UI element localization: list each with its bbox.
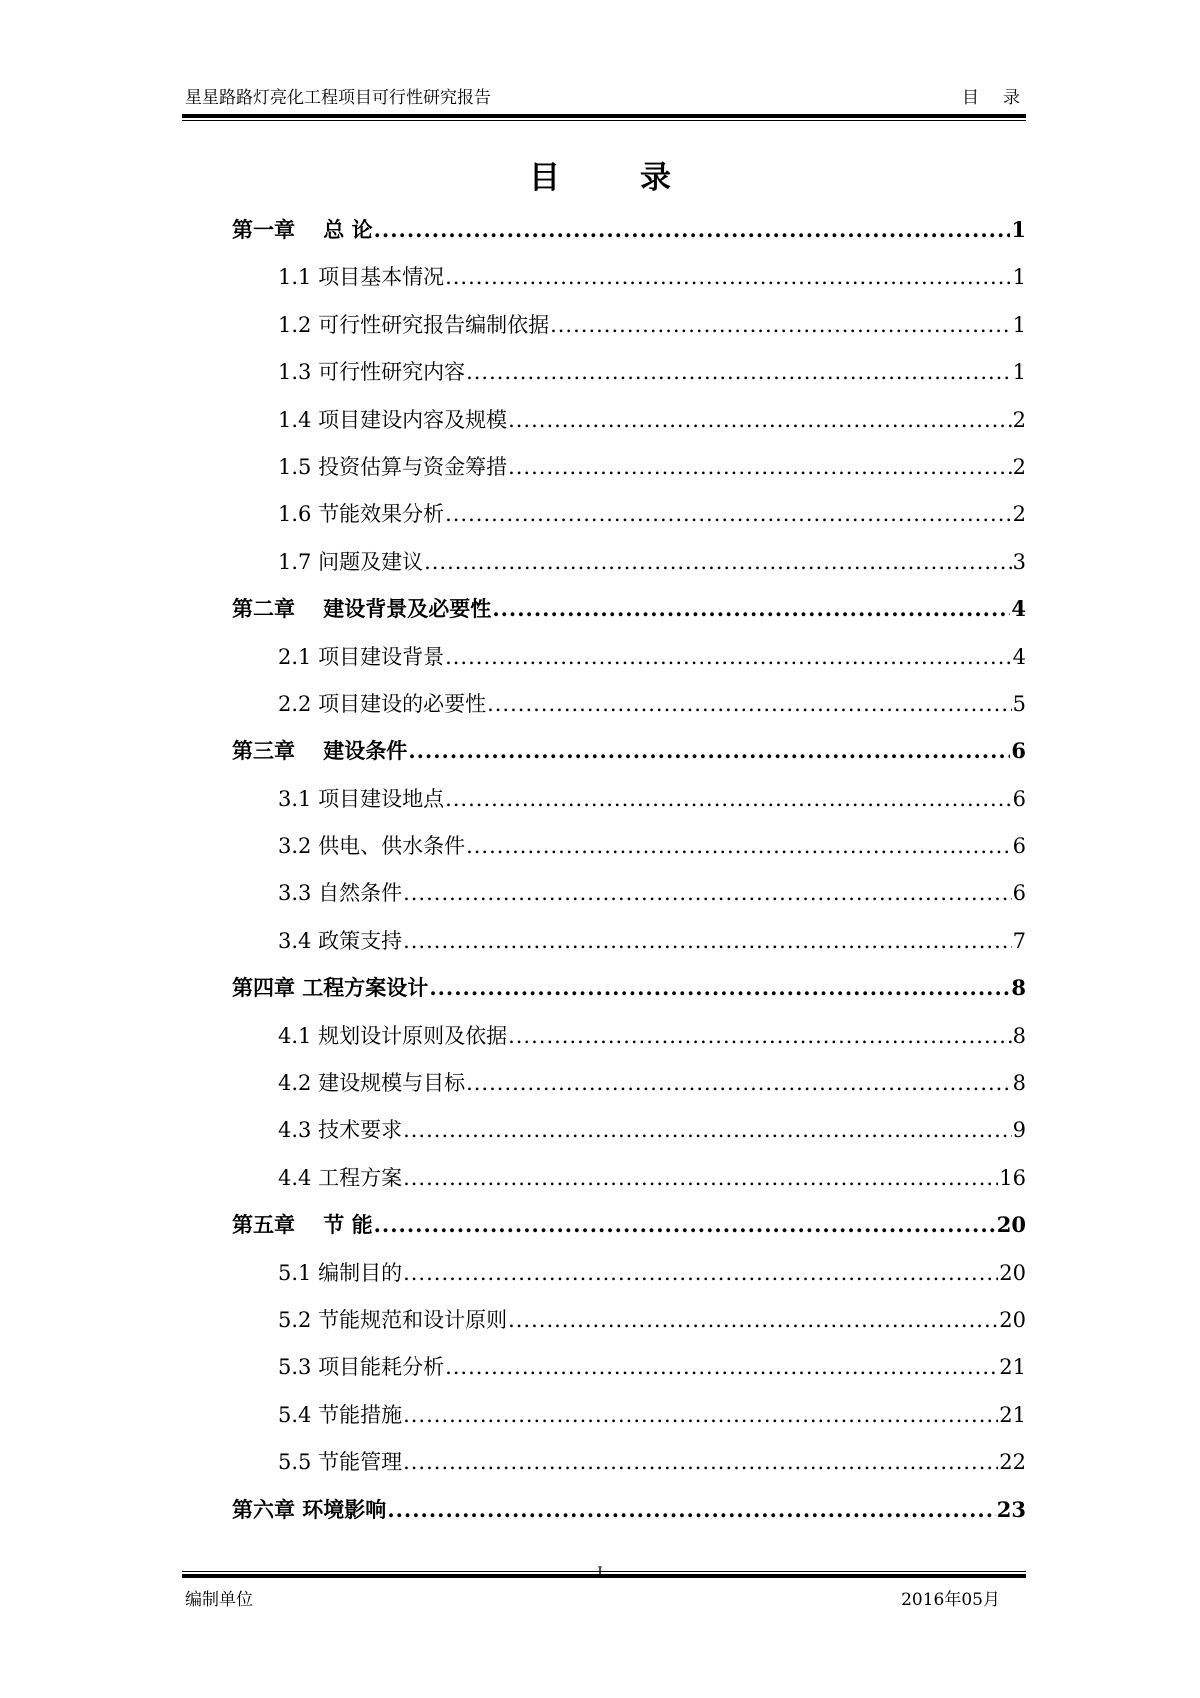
toc-entry-label: 3.2 供电、供水条件 [278, 834, 466, 859]
toc-chapter-entry[interactable] [232, 593, 1026, 640]
toc-entry-label: 1.7 问题及建议 [278, 549, 424, 574]
toc-chapter-entry[interactable] [232, 1494, 1026, 1541]
page-title [0, 158, 1200, 198]
table-of-contents [232, 214, 1026, 1541]
toc-entry-page: 20 [999, 1307, 1026, 1332]
toc-entry-page: 3 [1012, 549, 1026, 574]
toc-entry-page: 6 [1011, 738, 1026, 764]
toc-section-entry[interactable] [232, 1067, 1026, 1114]
toc-chapter-entry[interactable] [232, 972, 1026, 1019]
toc-section-entry[interactable] [232, 783, 1026, 830]
toc-entry-page: 4 [1011, 596, 1026, 622]
toc-entry-page: 1 [1012, 312, 1026, 337]
header-document-title: 星星路路灯亮化工程项目可行性研究报告 [185, 88, 491, 108]
toc-entry-page: 20 [996, 1212, 1026, 1238]
toc-entry-label: 第三章 建设条件 [232, 738, 408, 764]
page-title-part1: 目 [529, 160, 560, 196]
toc-section-entry[interactable] [232, 261, 1026, 308]
page-title-part2: 录 [640, 160, 671, 196]
toc-entry-label: 5.2 节能规范和设计原则 [278, 1307, 508, 1332]
toc-entry-label: 第五章 节 能 [232, 1212, 373, 1238]
toc-entry-page: 7 [1012, 928, 1026, 953]
toc-leader-dots [403, 1114, 1012, 1146]
toc-entry-label: 4.2 建设规模与目标 [278, 1071, 466, 1096]
toc-leader-dots [403, 1446, 998, 1478]
toc-leader-dots [445, 1351, 998, 1383]
toc-leader-dots [466, 830, 1012, 862]
toc-section-entry[interactable] [232, 1020, 1026, 1067]
toc-entry-page: 4 [1012, 644, 1026, 669]
toc-entry-page: 5 [1012, 691, 1026, 716]
toc-entry-label: 第四章 工程方案设计 [232, 975, 429, 1001]
toc-leader-dots [403, 1162, 998, 1194]
toc-section-entry[interactable] [232, 1257, 1026, 1304]
header-rule-thin [182, 120, 1026, 121]
toc-entry-page: 2 [1012, 407, 1026, 432]
header-rule-thick [182, 114, 1026, 118]
toc-section-entry[interactable] [232, 641, 1026, 688]
toc-entry-label: 1.6 节能效果分析 [278, 502, 445, 527]
toc-entry-label: 5.1 编制目的 [278, 1260, 403, 1285]
toc-entry-page: 1 [1012, 360, 1026, 385]
toc-section-entry[interactable] [232, 925, 1026, 972]
toc-entry-page: 21 [999, 1402, 1026, 1427]
toc-entry-page: 6 [1012, 834, 1026, 859]
toc-leader-dots [403, 1257, 998, 1289]
toc-entry-page: 8 [1011, 975, 1026, 1001]
toc-entry-page: 20 [999, 1260, 1026, 1285]
toc-section-entry[interactable] [232, 688, 1026, 735]
toc-entry-label: 5.4 节能措施 [278, 1402, 403, 1427]
toc-entry-label: 4.3 技术要求 [278, 1118, 403, 1143]
toc-entry-label: 2.1 项目建设背景 [278, 644, 445, 669]
footer-organization: 编制单位 [185, 1590, 253, 1610]
header-section-name: 目录 [962, 88, 1044, 108]
toc-chapter-entry[interactable] [232, 1209, 1026, 1256]
footer-date: 2016年05月 [901, 1590, 1000, 1610]
toc-entry-label: 1.5 投资估算与资金筹措 [278, 454, 508, 479]
toc-leader-dots [408, 735, 1010, 767]
toc-section-entry[interactable] [232, 356, 1026, 403]
toc-entry-label: 1.1 项目基本情况 [278, 265, 445, 290]
toc-leader-dots [445, 641, 1012, 673]
toc-leader-dots [508, 404, 1012, 436]
toc-entry-label: 4.1 规划设计原则及依据 [278, 1023, 508, 1048]
toc-entry-page: 21 [999, 1355, 1026, 1380]
toc-entry-label: 第二章 建设背景及必要性 [232, 596, 492, 622]
toc-leader-dots [487, 688, 1012, 720]
toc-leader-dots [387, 1494, 995, 1526]
toc-section-entry[interactable] [232, 1446, 1026, 1493]
toc-section-entry[interactable] [232, 1162, 1026, 1209]
toc-leader-dots [374, 214, 1011, 246]
toc-entry-page: 22 [999, 1450, 1026, 1475]
toc-section-entry[interactable] [232, 1114, 1026, 1161]
toc-entry-label: 1.4 项目建设内容及规模 [278, 407, 508, 432]
toc-entry-label: 1.3 可行性研究内容 [278, 360, 466, 385]
toc-entry-label: 1.2 可行性研究报告编制依据 [278, 312, 550, 337]
toc-section-entry[interactable] [232, 498, 1026, 545]
toc-entry-page: 6 [1012, 786, 1026, 811]
toc-entry-page: 9 [1012, 1118, 1026, 1143]
toc-entry-label: 5.3 项目能耗分析 [278, 1355, 445, 1380]
toc-section-entry[interactable] [232, 546, 1026, 593]
page-number: I [597, 1565, 603, 1581]
toc-leader-dots [424, 546, 1012, 578]
toc-section-entry[interactable] [232, 1399, 1026, 1446]
toc-section-entry[interactable] [232, 451, 1026, 498]
toc-section-entry[interactable] [232, 1351, 1026, 1398]
toc-leader-dots [508, 1020, 1012, 1052]
toc-section-entry[interactable] [232, 877, 1026, 924]
toc-entry-page: 16 [999, 1165, 1026, 1190]
toc-leader-dots [403, 877, 1012, 909]
toc-entry-label: 3.3 自然条件 [278, 881, 403, 906]
toc-chapter-entry[interactable] [232, 735, 1026, 782]
toc-leader-dots [508, 451, 1012, 483]
toc-entry-label: 第六章 环境影响 [232, 1496, 387, 1522]
toc-chapter-entry[interactable] [232, 214, 1026, 261]
toc-entry-page: 8 [1012, 1071, 1026, 1096]
toc-leader-dots [403, 925, 1012, 957]
page-header [182, 86, 1044, 110]
toc-entry-label: 3.4 政策支持 [278, 928, 403, 953]
toc-leader-dots [374, 1209, 996, 1241]
toc-leader-dots [466, 1067, 1012, 1099]
toc-entry-page: 1 [1012, 265, 1026, 290]
toc-entry-label: 3.1 项目建设地点 [278, 786, 445, 811]
toc-entry-label: 2.2 项目建设的必要性 [278, 691, 487, 716]
page-footer [182, 1588, 1026, 1612]
toc-leader-dots [429, 972, 1010, 1004]
toc-entry-label: 第一章 总 论 [232, 217, 373, 242]
toc-entry-page: 8 [1012, 1023, 1026, 1048]
toc-leader-dots [445, 261, 1012, 293]
toc-section-entry[interactable] [232, 1304, 1026, 1351]
toc-leader-dots [445, 498, 1012, 530]
toc-leader-dots [403, 1399, 998, 1431]
toc-entry-page: 23 [996, 1496, 1026, 1522]
toc-section-entry[interactable] [232, 309, 1026, 356]
toc-leader-dots [550, 309, 1012, 341]
toc-entry-page: 6 [1012, 881, 1026, 906]
toc-section-entry[interactable] [232, 830, 1026, 877]
toc-section-entry[interactable] [232, 404, 1026, 451]
toc-leader-dots [466, 356, 1012, 388]
toc-entry-page: 2 [1012, 454, 1026, 479]
toc-entry-label: 4.4 工程方案 [278, 1165, 403, 1190]
toc-entry-page: 2 [1012, 502, 1026, 527]
toc-leader-dots [508, 1304, 998, 1336]
toc-entry-label: 5.5 节能管理 [278, 1450, 403, 1475]
toc-leader-dots [492, 593, 1010, 625]
toc-entry-page: 1 [1011, 217, 1026, 242]
toc-leader-dots [445, 783, 1012, 815]
